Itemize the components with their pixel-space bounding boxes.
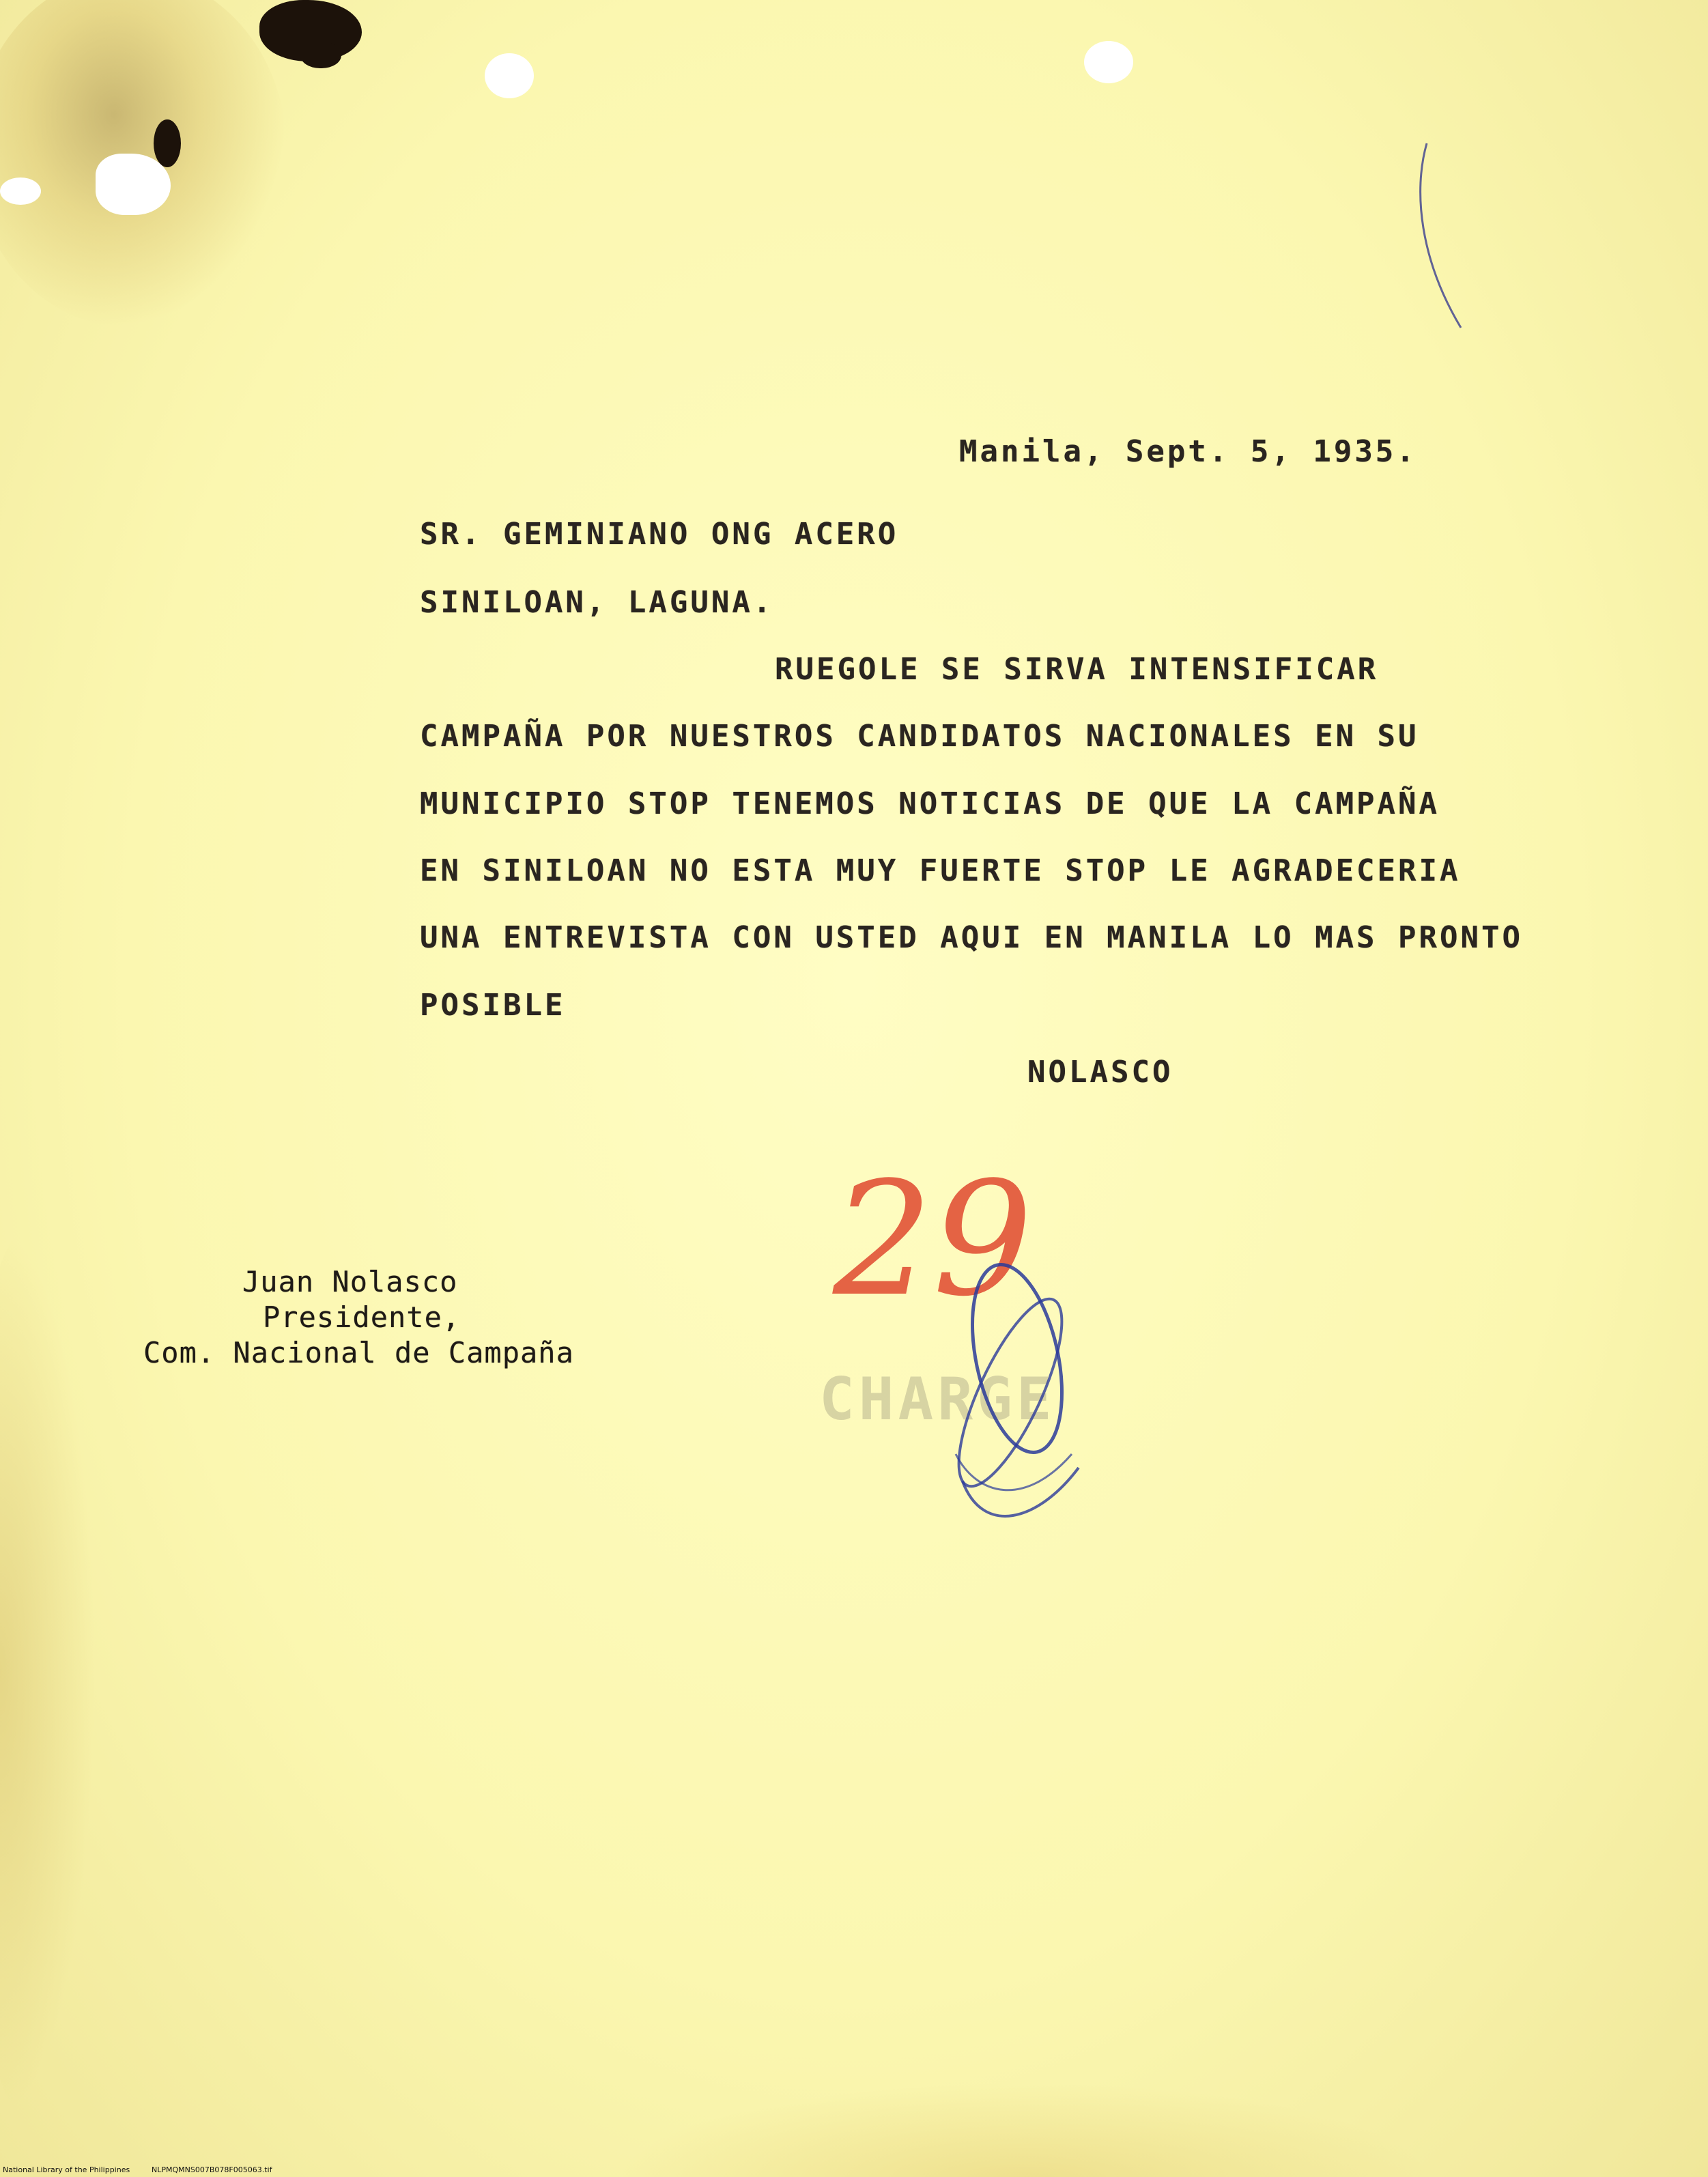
closing-signature: NOLASCO (1027, 1055, 1173, 1090)
pencil-stroke (1413, 137, 1475, 341)
footer-library: National Library of the Philippines (3, 2165, 130, 2174)
body-line: EN SINILOAN NO ESTA MUY FUERTE STOP LE AGRADECERIA (420, 853, 1461, 888)
body-line: UNA ENTREVISTA CON USTED AQUI EN MANILA LO MAS PRONTO (420, 920, 1523, 955)
body-line: POSIBLE (420, 988, 566, 1023)
punch-hole (1084, 41, 1133, 83)
age-stain (614, 2082, 1434, 2177)
handwritten-number: 29 (833, 1149, 1033, 1331)
body-line: CAMPAÑA POR NUESTROS CANDIDATOS NACIONALES EN SU (420, 719, 1419, 754)
burn-mark (300, 41, 341, 68)
paper-tear (96, 154, 171, 215)
body-line: MUNICIPIO STOP TENEMOS NOTICIAS DE QUE LA CAMPAÑA (420, 786, 1440, 821)
signatory-name: Juan Nolasco (242, 1265, 458, 1298)
signatory-title: Presidente, (263, 1300, 461, 1334)
paper-tear (0, 177, 41, 205)
date-line: Manila, Sept. 5, 1935. (959, 434, 1417, 469)
addressee-location: SINILOAN, LAGUNA. (420, 585, 774, 620)
addressee-name: SR. GEMINIANO ONG ACERO (420, 517, 899, 552)
age-stain (0, 1229, 96, 2116)
faded-stamp: CHARGE (819, 1365, 1056, 1434)
blue-pencil-scribble (942, 1249, 1106, 1543)
footer-file-id: NLPMQMNS007B078F005063.tif (152, 2165, 272, 2174)
body-line: RUEGOLE SE SIRVA INTENSIFICAR (775, 652, 1379, 687)
signatory-organization: Com. Nacional de Campaña (143, 1336, 574, 1369)
burn-mark (154, 119, 181, 167)
punch-hole (485, 53, 534, 98)
